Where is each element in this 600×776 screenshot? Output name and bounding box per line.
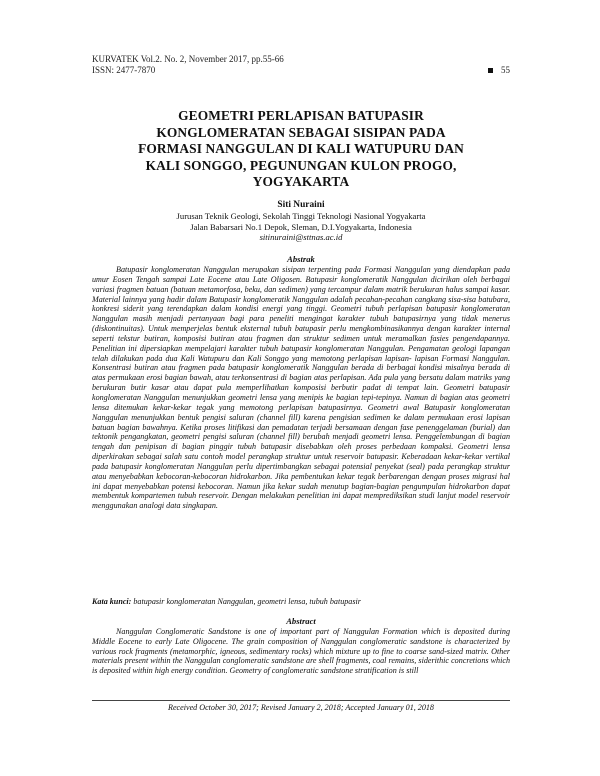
abstrak-section xyxy=(92,254,510,511)
received-dates: Received October 30, 2017; Revised January 2, 2018; Accepted January 01, 2018 xyxy=(168,703,434,712)
square-bullet-icon xyxy=(488,68,493,73)
abstrak-text: Batupasir konglomeratan Nanggulan merupakan sisipan terpenting pada Formasi Nanggulan yang diendapkan pada umur Eosen Tengah sampai Late Eocene atau Late Oligosen. Batupasir konglomeratik Nanggulan dicirikan oleh berbagai variasi fragmen batuan (batuan metamorfosa, beku, dan sedimen) yang tercampur dalam matrik berukuran halus sampai kasar. Material lainnya yang hadir dalam Batupasir konglomeratik Nanggulan adalah pecahan-pecahan cangkang sisa-sisa batubara, konkresi siderit yang terendapkan dalam kondisi energi yang tinggi. Geometri tubuh perlapisan batupasir konglomeratan Nanggulan masih menjadi pertanyaan bagi para peneliti mengingat karakter tubuh batupasirnya yang tidak menerus (diskontinuitas). Untuk memperjelas bentuk eksternal tubuh batupasir perlu mengkombinasikannya dengan karakter internal seperti tekstur butiran, komposisi butiran atau fragmen dan struktur sedimen untuk meramalkan fasies pengendapannya. Penelitian ini dipersiapkan mempelajari karakter tubuh batupasir konglomeratan Nanggulan. Pengamatan geologi lapangan telah dilakukan pada dua Kali Watupuru dan Kali Songgo yang memotong perlapisan lapisan- lapisan Formasi Nanggulan. Konsentrasi butiran atau fragmen pada batupasir konglomeratik Nanggulan berada di berbagai kondisi misalnya berada di atas permukaan erosi bagian bawah, atau terkonsentrasi di bagian atas perlapisan. Ada pula yang bersatu dalam matriks yang berukuran butir kasar atau dapat pula memperlihatkan komposisi berbutir padat di tempat lain. Geometri batupasir konglomeratan Nanggulan menunjukkan geometri lensa yang menipis ke bagian tepi-tepinya. Namun di bagian atas geometri lensa ditemukan kekar-kekar tegak yang memotong perlapisan batupasirnya. Geometri awal Batupasir konglomeratan Nanggulan menunjukkan bentuk pengisi saluran (channel fill) karena pengisian sedimen ke dalam permukaan erosi lapisan batuan bagian bawahnya. Ketika proses litifikasi dan pemadatan terjadi bersamaan dengan fase penenggelaman (burial) dan tektonik pengangkatan, geometri pengisi saluran (channel fill) berubah menjadi geometri lensa. Penggelembungan di bagian tengah dan penipisan di bagian pinggir tubuh batupasir disebabkan oleh proses perbedaan kompaksi. Geometri lensa diperkirakan sebagai salah satu contoh model perangkap struktur untuk reservoir batupasir. Keberadaan kekar-kekar vertikal pada batupasir konglomeratan Nanggulan perlu dipertimbangkan sebagai potensial penyekat (seal) pada perangkap struktur atau menyebabkan kebocoran-kebocoran hidrokarbon. Jika pembentukan kekar tegak berbarengan dengan proses migrasi hal ini dapat menyebabkan potensi kebocoran. Namun jika kekar sudah menutup bagian-bagian pengumpulan hidrokarbon dapat membentuk kompartemen tubuh reservoir. Dengan melakukan penelitian ini dapat memprediksikan studi lanjut model reservoir menggunakan analogi data singkapan. xyxy=(92,265,510,511)
paper-title xyxy=(92,108,510,191)
page-number: 55 xyxy=(501,65,510,75)
abstract-section xyxy=(92,616,510,676)
author-affiliation: Jurusan Teknik Geologi, Sekolah Tinggi Teknologi Nasional Yogyakarta xyxy=(176,211,426,221)
author-email[interactable]: sitinuraini@sttnas.ac.id xyxy=(259,232,343,243)
footer-divider xyxy=(92,700,510,701)
issn: ISSN: 2477-7870 xyxy=(92,65,156,75)
author-block xyxy=(92,199,510,243)
journal-header xyxy=(92,54,510,76)
abstract-text: Nanggulan Conglomeratic Sandstone is one of important part of Nanggulan Formation which is deposited during Middle Eocene to early Late Oligocene. The grain composition of Nanggulan conglomeratic sandstone is characterized by various rock fragments (metamorphic, igneous, sedimentary rocks) which mixture up to fine to coarse sand-sized matrix. Other materials present within the Nanggulan conglomeratic sandstone are shell fragments, coal remains, siderithic concretions which is deposited within high energy condition. Geometry of conglomeratic sandstone stratification is still xyxy=(92,627,510,676)
title-line: FORMASI NANGGULAN DI KALI WATUPURU DAN xyxy=(138,141,464,156)
keywords-text: batupasir konglomeratan Nanggulan, geometri lensa, tubuh batupasir xyxy=(131,597,361,606)
journal-citation: KURVATEK Vol.2. No. 2, November 2017, pp.55-66 xyxy=(92,54,284,64)
author-address: Jalan Babarsari No.1 Depok, Sleman, D.I.Yogyakarta, Indonesia xyxy=(190,221,412,232)
keywords-label: Kata kunci: xyxy=(92,597,132,606)
title-line: YOGYAKARTA xyxy=(252,174,350,189)
author-name: Siti Nuraini xyxy=(277,200,325,210)
title-line: KALI SONGGO, PEGUNUNGAN KULON PROGO, xyxy=(145,157,457,173)
page-number-group xyxy=(488,65,510,76)
title-line: GEOMETRI PERLAPISAN BATUPASIR xyxy=(178,108,424,123)
keywords xyxy=(92,597,510,607)
abstract-heading: Abstract xyxy=(286,616,316,626)
title-line: KONGLOMERATAN SEBAGAI SISIPAN PADA xyxy=(156,124,446,140)
abstrak-heading: Abstrak xyxy=(287,254,315,264)
